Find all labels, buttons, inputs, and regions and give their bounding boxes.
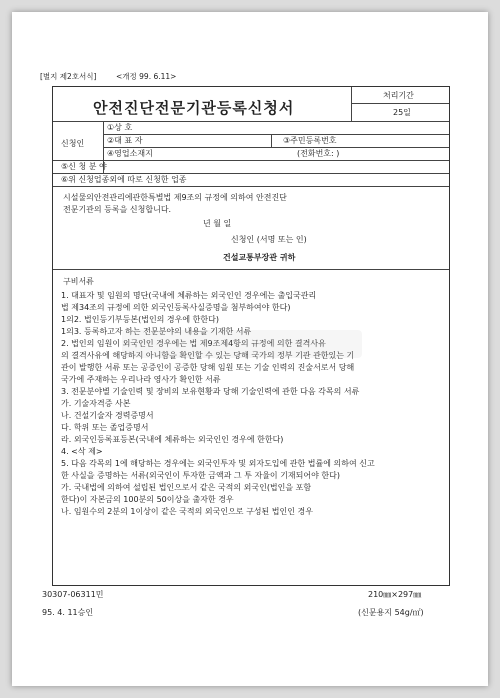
application-field-label: ⑤신 청 분 야: [61, 162, 107, 171]
doc-line: 한다)이 자본금의 100분의 50이상을 출자한 경우: [61, 495, 234, 504]
doc-line: 법 제34조의 규정에 의한 외국인등록사실증명을 첨부하여야 한다): [61, 303, 291, 312]
doc-line: 관이 발행한 서류 또는 공증인이 공증한 당해 임원 또는 기술 인력의 진술서로서 당해: [61, 363, 355, 372]
form-number: [별지 제2호서식]: [40, 72, 97, 81]
doc-line: 4. <삭 제>: [61, 447, 103, 456]
form-title: 안전진단전문기관등록신청서: [93, 99, 295, 117]
other-business-label: ⑥위 신청업종외에 따로 신청한 업종: [61, 175, 187, 184]
business-location-label: ④영업소재지: [107, 149, 153, 158]
documents-heading: 구비서류: [63, 277, 94, 286]
paper-spec: (신문용지 54g/㎡): [358, 608, 424, 617]
signer-line: 신청인 (서명 또는 인): [231, 235, 307, 244]
approval-date: 95. 4. 11승인: [42, 608, 94, 617]
doc-line: 나. 건설기술자 경력증명서: [61, 411, 154, 420]
paper-size: 210㎜×297㎜: [368, 590, 422, 599]
doc-line: 의 결격사유에 해당하지 아니함을 확인할 수 있는 당해 국가의 정부 기관 관한있는 기: [61, 351, 355, 360]
form-page: [12, 12, 488, 686]
doc-line: 가. 국내법에 의하여 설립된 법인으로서 같은 국적의 외국인(법인을 포함: [61, 483, 312, 492]
trade-name-label: ①상 호: [107, 123, 133, 132]
statement-line-2: 전문기관의 등록을 신청합니다.: [63, 205, 172, 214]
processing-period-value: 25일: [393, 108, 411, 117]
doc-line: 라. 외국인등록표등본(국내에 체류하는 외국인인 경우에 한한다): [61, 435, 284, 444]
resident-number-label: ③주민등록번호: [283, 136, 337, 145]
doc-line: 2. 법인의 임원이 외국인인 경우에는 법 제9조제4항의 규정에 의한 결격사유: [61, 339, 326, 348]
doc-line: 5. 다음 각목의 1에 해당하는 경우에는 외국인투자 및 외자도입에 관한 법률에 의하여 신고: [61, 459, 375, 468]
doc-line: 1의3. 등록하고자 하는 전문분야의 내용을 기재한 서류: [61, 327, 252, 336]
processing-period-label: 처리기간: [383, 91, 414, 100]
doc-line: 다. 학위 또는 졸업증명서: [61, 423, 149, 432]
statement-line-1: 시설물의안전관리에관한특별법 제9조의 규정에 의하여 안전진단: [63, 193, 287, 202]
phone-number-label: (전화번호: ): [297, 149, 340, 158]
form-code: 30307-06311민: [42, 590, 104, 599]
application-form: [52, 86, 450, 586]
applicant-label: 신청인: [61, 139, 85, 148]
doc-line: 나. 임원수의 2분의 1이상이 같은 국적의 외국인으로 구성된 법인인 경우: [61, 507, 313, 516]
recipient-line: 건설교통부장관 귀하: [223, 253, 296, 262]
date-line: 년 월 일: [203, 219, 232, 228]
doc-line: 한 사실을 증명하는 서류(외국인이 투자한 금액과 그 투 자율이 기재되어야 한다): [61, 471, 340, 480]
doc-line: 3. 전문분야별 기술인력 및 장비의 보유현황과 당해 기술인력에 관한 다음 각목의 서류: [61, 387, 360, 396]
representative-label: ②대 표 자: [107, 136, 143, 145]
doc-line: 1의2. 법인등기부등본(법인의 경우에 한한다): [61, 315, 219, 324]
doc-line: 가. 기술자격증 사본: [61, 399, 131, 408]
revision-date: <개정 99. 6.11>: [116, 72, 177, 81]
doc-line: 1. 대표자 및 임원의 명단(국내에 체류하는 외국인인 경우에는 출입국관리: [61, 291, 317, 300]
doc-line: 국가에 주재하는 우리나라 영사가 확인한 서류: [61, 375, 221, 384]
